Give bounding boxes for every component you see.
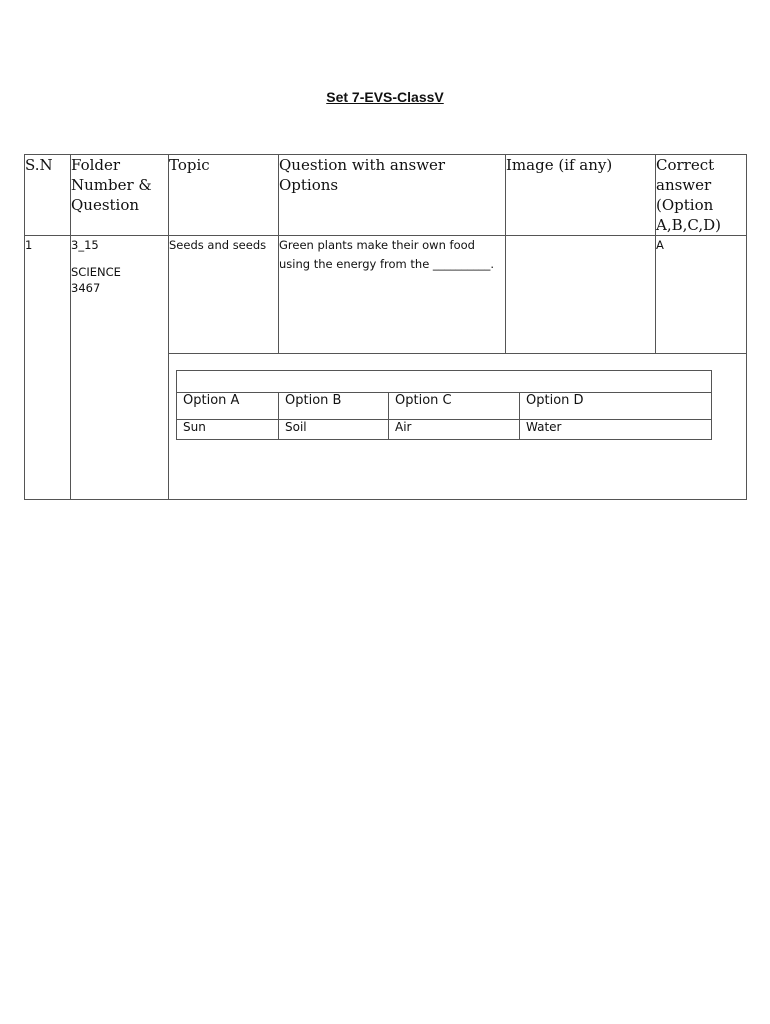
header-row xyxy=(25,155,747,236)
options-blank-row xyxy=(177,371,712,393)
header-correct-answer: Correct answer (Option A,B,C,D) xyxy=(656,155,747,236)
options-cell xyxy=(169,354,747,500)
option-d-value: Water xyxy=(520,420,712,440)
cell-topic xyxy=(169,236,279,354)
question-table xyxy=(24,154,747,500)
topic-value: Seeds and seeds xyxy=(169,238,267,252)
correct-answer-value: A xyxy=(656,238,664,252)
option-a-value: Sun xyxy=(177,420,279,440)
option-c-value: Air xyxy=(389,420,520,440)
option-b-label: Option B xyxy=(279,393,389,420)
cell-correct-answer xyxy=(656,236,747,354)
header-topic: Topic xyxy=(169,155,279,236)
cell-question xyxy=(279,236,506,354)
cell-sn xyxy=(25,236,71,500)
header-image: Image (if any) xyxy=(506,155,656,236)
cell-folder-number xyxy=(71,236,169,500)
folder-number-value: 3_15 xyxy=(71,238,99,252)
option-c-label: Option C xyxy=(389,393,520,420)
document-title: Set 7-EVS-ClassV xyxy=(326,89,444,105)
option-b-value: Soil xyxy=(279,420,389,440)
sn-value: 1 xyxy=(25,238,33,252)
header-sn: S.N xyxy=(25,155,71,236)
subject-value: SCIENCE xyxy=(71,265,121,279)
header-folder-number: Folder Number & Question xyxy=(71,155,169,236)
options-table xyxy=(176,370,712,440)
options-label-row xyxy=(177,393,712,420)
question-text: Green plants make their own food using the energy from the __________. xyxy=(279,238,495,271)
table-row xyxy=(25,236,747,354)
options-value-row xyxy=(177,420,712,440)
code-value: 3467 xyxy=(71,281,101,295)
header-question: Question with answer Options xyxy=(279,155,506,236)
option-a-label: Option A xyxy=(177,393,279,420)
option-d-label: Option D xyxy=(520,393,712,420)
options-blank-cell xyxy=(177,371,712,393)
cell-image xyxy=(506,236,656,354)
